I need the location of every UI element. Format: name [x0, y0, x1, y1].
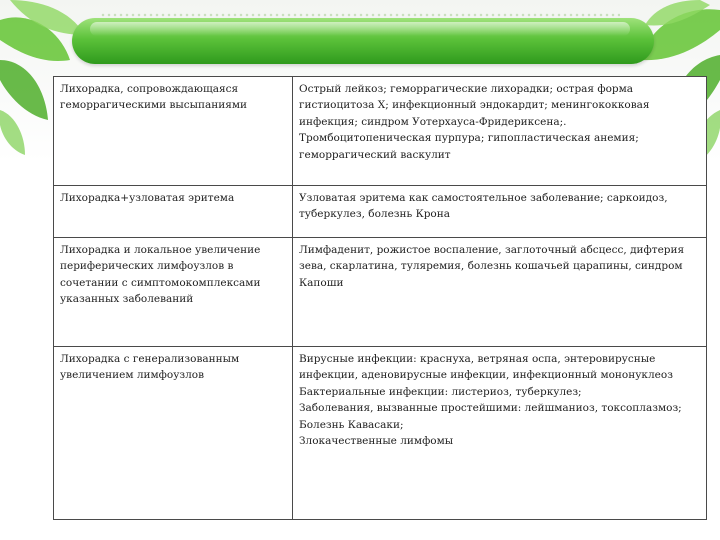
- causes-cell: [293, 238, 707, 347]
- causes-text: Острый лейкоз; геморрагические лихорадки; острая форма гистиоцитоза Х; инфекционный эндокардит; менингококковая инфекция; синдром Уотерхауса-Фридериксена;. Тромбоцитопеническая пурпура; гипопластическая анемия; геморрагический васкулит: [299, 83, 650, 161]
- table-row: [54, 238, 707, 347]
- table-row: [54, 347, 707, 520]
- table-row: [54, 186, 707, 238]
- differential-diagnosis-table: [53, 76, 707, 520]
- leaf-left-4: [0, 110, 25, 155]
- causes-cell: [293, 347, 707, 520]
- table-row: [54, 77, 707, 186]
- causes-text: Злокачественные лимфомы: [299, 435, 454, 448]
- condition-cell: Лихорадка и локальное увеличение периферических лимфоузлов в сочетании с симптомокомплексами указанных заболеваний: [54, 238, 293, 347]
- causes-text: Болезнь Кавасаки;: [299, 418, 404, 431]
- causes-text: Вирусные инфекции: краснуха, ветряная оспа, энтеровирусные инфекции, аденовирусные инфекции, инфекционный мононуклеоз: [299, 353, 673, 382]
- header-bar-highlight: [90, 22, 630, 36]
- causes-cell: [293, 186, 707, 238]
- causes-text: Лимфаденит, рожистое воспаление, заглоточный абсцесс, дифтерия зева, скарлатина, туляремия, болезнь кошачьей царапины, синдром Капоши: [299, 244, 685, 289]
- leaf-left-2: [0, 60, 48, 120]
- condition-cell: Лихорадка, сопровождающаяся геморрагическими высыпаниями: [54, 77, 293, 186]
- causes-cell: [293, 77, 707, 186]
- condition-cell: Лихорадка+узловатая эритема: [54, 186, 293, 238]
- causes-text: Узловатая эритема как самостоятельное заболевание; саркоидоз, туберкулез, болезнь Крона: [299, 192, 668, 221]
- condition-cell: Лихорадка с генерализованным увеличением лимфоузлов: [54, 347, 293, 520]
- causes-text: Заболевания, вызванные простейшими: лейшманиоз, токсоплазмоз;: [299, 402, 682, 415]
- causes-text: Бактериальные инфекции: листериоз, туберкулез;: [299, 385, 582, 398]
